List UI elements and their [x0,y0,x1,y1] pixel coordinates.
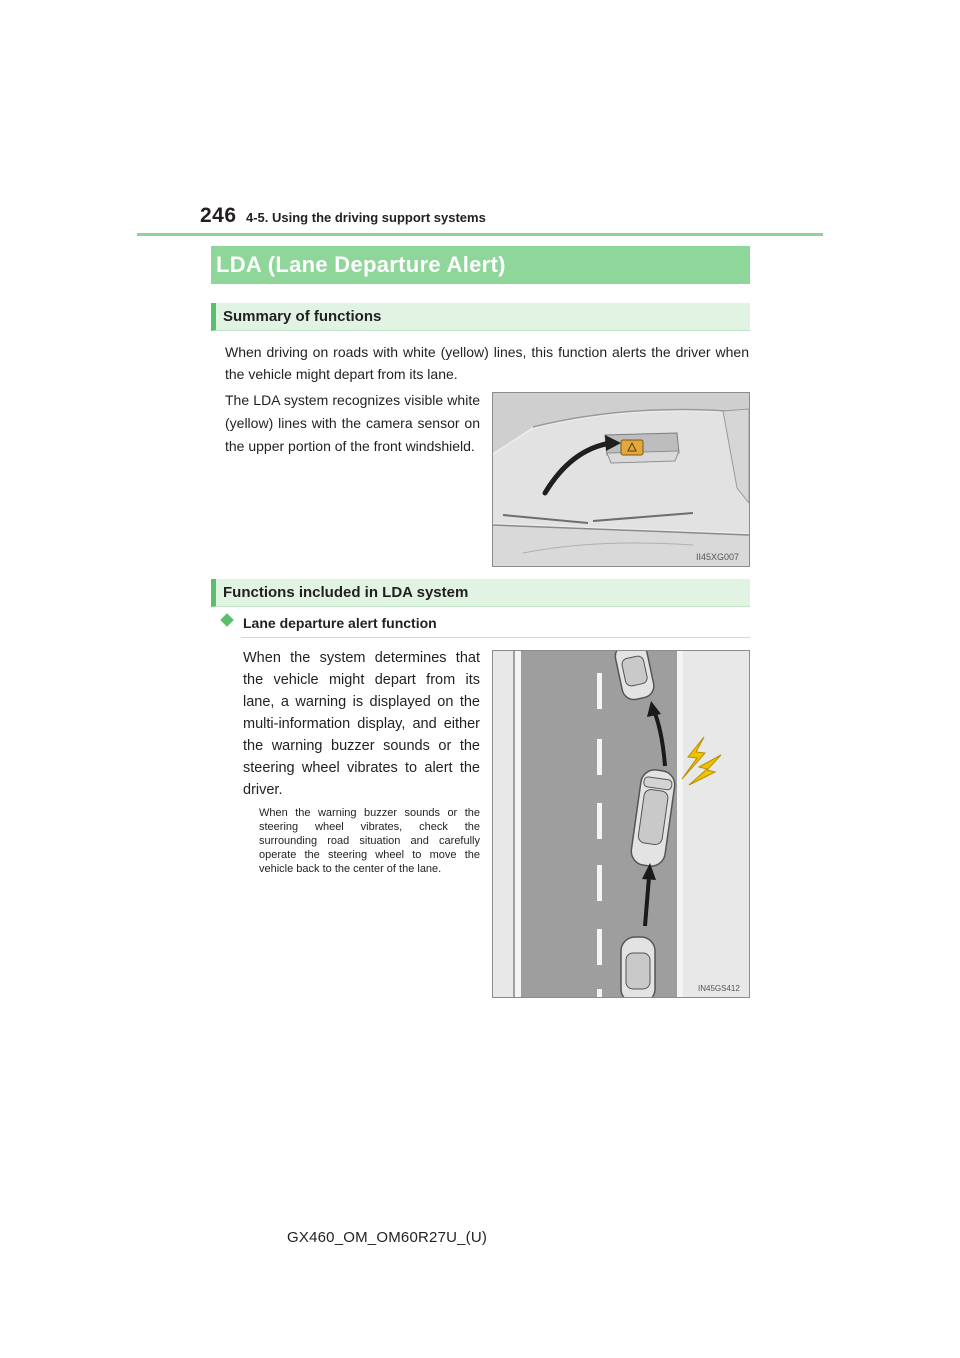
figure-code: II45XG007 [696,552,740,562]
section-title: LDA (Lane Departure Alert) [216,252,506,277]
document-code-footer: GX460_OM_OM60R27U_(U) [287,1229,488,1246]
caution-note: When the warning buzzer sounds or the steering wheel vibrates, check the surrounding road situation and carefully operate the steering wheel to move the vehicle back to the center of the lane. [259,807,480,875]
windshield-camera-figure [492,392,750,567]
functions-heading-bar [211,579,750,607]
lane-departure-figure [492,650,750,998]
functions-heading: Functions included in LDA system [223,584,469,601]
bullet-diamond-icon [220,613,234,627]
summary-heading: Summary of functions [223,308,382,325]
lane-departure-illustration [493,651,749,997]
lane-departure-alert-label: Lane departure alert function [243,615,437,631]
camera-description: The LDA system recognizes visible white (yellow) lines with the camera sensor on the upper portion of the front windshield. [225,392,480,454]
section-reference: 4-5. Using the driving support systems [246,210,486,225]
page-number: 246 [200,204,237,227]
figure-code: IN45GS412 [698,984,740,993]
lane-departure-description: When the system determines that the vehicle might depart from its lane, a warning is displayed on the multi-information display, and either the warning buzzer sounds or the steering wheel vibrates to alert the driver. [243,650,480,798]
header-divider [137,233,823,236]
summary-heading-bar [211,303,750,331]
windshield-illustration [493,393,749,566]
summary-intro: When driving on roads with white (yellow) lines, this function alerts the driver when the vehicle might depart from its lane. [225,344,749,382]
section-title-bar [211,246,750,284]
item-divider [241,637,750,638]
